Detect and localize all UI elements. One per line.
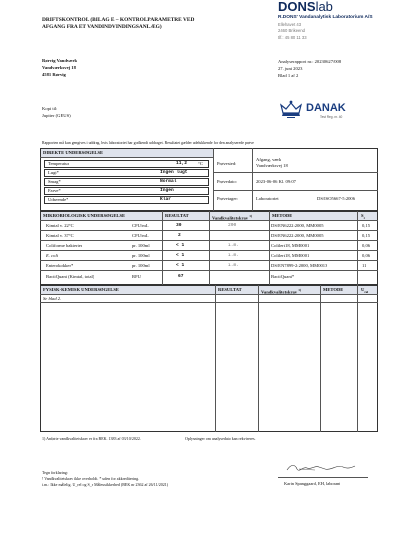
- micro-row-result: < 1: [176, 252, 185, 258]
- divider: [357, 285, 358, 432]
- chem-col-quality-label: Vandkvalitetskrav: [261, 289, 298, 295]
- chem-col-quality-sup: 1): [298, 287, 302, 292]
- divider: [209, 211, 210, 285]
- micro-row-method: BactiQuant*: [271, 273, 295, 279]
- micro-row-requirement: i.m.: [228, 252, 240, 258]
- micro-row-result: < 1: [176, 242, 185, 248]
- micro-row-label: Coliforme bakterier: [46, 242, 83, 248]
- disclaimer: Rapporten må kun gengives i uddrag, hvis laboratoriet har godkendt uddraget. Resultatet gælder udelukkende for den analyserede prøve: [42, 141, 254, 145]
- direct-row-value: Klar: [160, 197, 172, 202]
- micro-row-unit: CFU/mL: [132, 222, 149, 228]
- micro-row-s: 0,15: [362, 232, 371, 238]
- sample-place-line1: Afgang, værk: [256, 157, 282, 162]
- direct-row-label: Temperatur: [48, 161, 70, 166]
- company-address-1: Ellehavet 43: [278, 22, 302, 27]
- direct-row-value: 11,2: [176, 161, 188, 166]
- divider: [258, 285, 259, 432]
- micro-row-s: 0,06: [362, 242, 371, 248]
- divider: [320, 285, 321, 432]
- crown-icon: [280, 100, 302, 120]
- divider: [40, 240, 378, 241]
- micro-row-result: 67: [178, 273, 184, 279]
- micro-row-requirement: i.m.: [228, 242, 240, 248]
- legend-line1: ! Vandkvalitetskrav ikke overholdt. * uden for akkreditering.: [42, 476, 140, 481]
- micro-row-requirement: i.m.: [228, 262, 240, 268]
- micro-row-requirement: 200: [228, 222, 237, 228]
- sample-taker-standard: DS/ISO5667-5:2006: [317, 196, 356, 201]
- divider: [269, 211, 270, 285]
- sample-place-label: Prøvested:: [217, 161, 237, 166]
- recipient-name: Rørvig Vandværk: [42, 58, 78, 63]
- micro-row-unit: pr. 100ml: [132, 242, 150, 248]
- company-phone: tlf.: 45 80 11 33: [278, 35, 307, 40]
- sample-taker-label: Prøvetager:: [217, 196, 239, 201]
- report-page: Blad 1 af 2: [278, 73, 299, 78]
- micro-row-s: 0,06: [362, 252, 371, 258]
- micro-row-unit: RFU: [132, 273, 141, 279]
- handwritten-signature: [285, 460, 365, 476]
- micro-col-result: RESULTAT: [165, 212, 189, 218]
- direct-row-value: Ingen: [160, 188, 174, 193]
- micro-col-quality-label: Vandkvalitetskrav: [212, 215, 249, 221]
- micro-row-method: Colilert18, MM0001: [271, 242, 310, 248]
- divider: [215, 285, 216, 432]
- footnote-analysis-date: Oplysninger om analysedato kan rekvireres.: [185, 436, 256, 441]
- micro-row-label: Enterokokker*: [46, 262, 74, 268]
- direct-row-value: Normal: [160, 179, 177, 184]
- direct-row-label: Udseende*: [48, 197, 69, 202]
- divider: [213, 148, 214, 211]
- recipient-city: 4581 Rørvig: [42, 72, 66, 77]
- logo-brand-suffix: lab: [315, 0, 333, 14]
- direct-row: [44, 187, 209, 195]
- divider: [213, 190, 378, 191]
- divider: [40, 270, 378, 271]
- direct-row-value: Ingen lugt: [160, 170, 188, 175]
- report-title-line1: DRIFTSKONTROL (BILAG E – KONTROLPARAMETRE VED: [42, 17, 195, 23]
- micro-col-quality-sup: 1): [249, 213, 253, 218]
- divider: [162, 211, 163, 285]
- sample-taker-value: Laboratoriet: [256, 196, 279, 201]
- danak-logo: [280, 98, 360, 128]
- logo-brand-name: DONS: [278, 0, 316, 14]
- micro-row-label: E. coli: [46, 252, 58, 258]
- chem-col-result: RESULTAT: [218, 286, 242, 292]
- direct-row-label: Smag*: [48, 179, 61, 184]
- signature-line: [278, 477, 368, 478]
- recipient-street: Vandværksvej 18: [42, 65, 76, 70]
- micro-row-method: Colilert18, MM0001: [271, 252, 310, 258]
- danak-sub: Test Reg. nr. 40: [320, 115, 343, 119]
- micro-row-unit: pr. 100ml: [132, 262, 150, 268]
- copy-label: Kopi til:: [42, 106, 58, 111]
- divider: [40, 302, 378, 303]
- micro-row-method: DS/EN7899-2:2000, MM0013: [271, 262, 328, 268]
- divider: [40, 157, 213, 158]
- micro-row-s: 11: [362, 262, 367, 268]
- direct-row-label: Farve*: [48, 188, 61, 193]
- micro-section-header: MIKROBIOLOGISK UNDERSØGELSE: [43, 212, 126, 218]
- divider: [213, 172, 378, 173]
- micro-col-method: METODE: [272, 212, 293, 218]
- micro-row-label: BactiQuant (Kimtal, total): [46, 273, 95, 279]
- micro-row-label: Kimtal v. 37°C: [46, 232, 74, 238]
- report-date: 27. juni 2023: [278, 66, 303, 71]
- divider: [40, 250, 378, 251]
- chem-col-u-sub: rel: [364, 289, 369, 294]
- donslab-logo: [278, 0, 333, 14]
- micro-row-method: DS/EN6222:2000, MM0005: [271, 222, 324, 228]
- sample-date-label: Prøvedato:: [217, 179, 237, 184]
- divider: [40, 294, 378, 295]
- direct-row-unit: °C: [198, 161, 203, 166]
- legend-title: Tegn forklaring:: [42, 470, 69, 475]
- signature-name: Karin Spanggaard, EH, laborant: [284, 481, 341, 486]
- micro-row-result: 2: [178, 232, 181, 238]
- sample-place-line2: Vandværksvej 18: [256, 163, 288, 168]
- chem-section-header: FYSISK-KEMISK UNDERSØGELSE: [43, 286, 119, 292]
- micro-col-s-sub: r: [363, 215, 366, 220]
- micro-row-result: < 1: [176, 262, 185, 268]
- direct-row-label: Lugt*: [48, 170, 59, 175]
- micro-row-s: 0,15: [362, 222, 371, 228]
- divider: [252, 148, 253, 211]
- footnote-requirements: 1) Anførte vandkvalitetskrav er fra BEK. 1383 af 03/10/2022.: [42, 436, 141, 441]
- legend-line2: i.m.: Ikke målelig. U_rel og S_r Måleusikkerhed (BEK nr 2362 af 26/11/2021): [42, 482, 169, 487]
- divider: [357, 211, 358, 285]
- micro-row-method: DS/EN6222:2000, MM0005: [271, 232, 324, 238]
- report-title-line2: AFGANG FRA ET VANDINDVINDINGSANLÆG): [42, 24, 162, 30]
- direct-row: [44, 196, 209, 204]
- company-name: R.DONS' Vandanalytisk Laboratorium A/S: [278, 15, 373, 20]
- danak-name: DANAK: [306, 102, 346, 114]
- direct-row: [44, 178, 209, 186]
- company-address-2: 2460 Brikeend: [278, 28, 306, 33]
- chem-note: Se blad 2.: [43, 295, 62, 301]
- micro-row-result: 30: [176, 222, 182, 228]
- micro-row-unit: CFU/mL: [132, 232, 149, 238]
- divider: [40, 260, 378, 261]
- chem-section-box: [40, 285, 378, 432]
- report-number: Analyserapport nr.: 20230627/008: [278, 59, 342, 64]
- micro-row-label: Kimtal v. 22°C: [46, 222, 74, 228]
- micro-col-s-label: S: [361, 212, 364, 218]
- micro-row-unit: pr. 100ml: [132, 252, 150, 258]
- divider: [40, 230, 378, 231]
- sample-date-value: 2023-06-06 Kl. 09:07: [256, 179, 296, 184]
- copy-recipient: Jupiter (GEUS): [42, 113, 71, 118]
- chem-col-method: METODE: [323, 286, 344, 292]
- chem-col-u-label: U: [361, 286, 365, 292]
- direct-section-header: DIREKTE UNDERSØGELSE: [43, 149, 104, 155]
